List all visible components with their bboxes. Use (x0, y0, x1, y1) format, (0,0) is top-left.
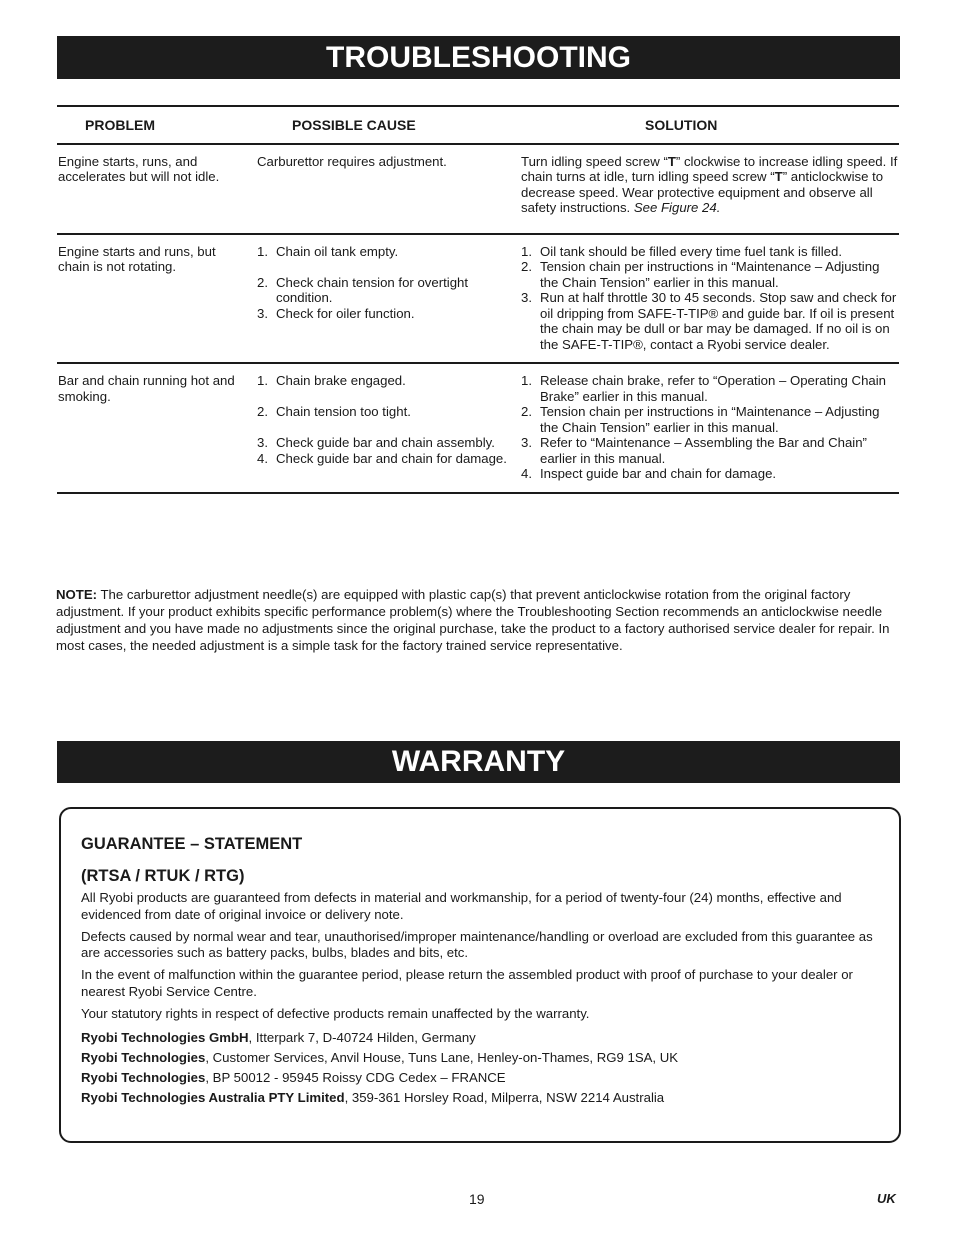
item-number: 2. (521, 259, 532, 274)
list-item (257, 404, 509, 420)
guarantee-paragraph: Your statutory rights in respect of defective products remain unaffected by the warranty. (81, 1005, 590, 1021)
troubleshooting-title: TROUBLESHOOTING (57, 36, 900, 79)
address-line (81, 1028, 879, 1048)
table-row (57, 234, 899, 364)
item-number: 3. (257, 435, 268, 450)
list-item (257, 373, 509, 389)
item-number: 3. (257, 305, 268, 321)
item-text: Tension chain per instructions in “Maintenance – Adjusting the Chain Tension” earlier in this manual. (540, 259, 880, 290)
address-line (81, 1048, 879, 1068)
item-text: Check for oiler function. (276, 305, 415, 321)
company-address: , BP 50012 - 95945 Roissy CDG Cedex – FRANCE (205, 1069, 506, 1085)
solution-text: ” anticlockwise to decrease speed. Wear protective equipment and observe all safety instructions. (521, 169, 884, 215)
item-text: Tension chain per instructions in “Maintenance – Adjusting the Chain Tension” earlier in this manual. (540, 404, 880, 435)
table-row (57, 363, 899, 493)
company-name: Ryobi Technologies GmbH (81, 1029, 249, 1045)
guarantee-heading-line: GUARANTEE – STATEMENT (81, 835, 303, 853)
list-item (257, 275, 509, 306)
problem-cell: Bar and chain running hot and smoking. (57, 363, 257, 493)
item-text: Chain tension too tight. (276, 404, 411, 419)
item-text: Refer to “Maintenance – Assembling the Bar and Chain” earlier in this manual. (540, 435, 867, 466)
item-text: Chain brake engaged. (276, 373, 406, 388)
item-text: Oil tank should be filled every time fuel tank is filled. (540, 243, 842, 259)
item-text: Check guide bar and chain assembly. (276, 435, 495, 450)
item-number: 4. (257, 450, 268, 466)
company-address: , Customer Services, Anvil House, Tuns Lane, Henley-on-Thames, RG9 1SA, UK (205, 1049, 679, 1065)
item-number: 3. (521, 290, 532, 305)
item-text: Check chain tension for overtight condition. (276, 274, 469, 305)
guarantee-paragraph: All Ryobi products are guaranteed from defects in material and workmanship, for a period of twenty-four (24) months, effective and evidenced from date of original invoice or delivery note. (81, 890, 842, 922)
address-list (81, 1028, 879, 1108)
header-cause: POSSIBLE CAUSE (257, 106, 521, 144)
list-item (521, 466, 899, 482)
item-number: 4. (521, 466, 532, 481)
company-name: Ryobi Technologies Australia PTY Limited (81, 1089, 345, 1105)
problem-cell: Engine starts and runs, but chain is not rotating. (57, 234, 257, 364)
list-item (521, 435, 899, 466)
troubleshooting-table (57, 105, 899, 494)
item-number: 1. (521, 373, 532, 388)
guarantee-statement-box (59, 807, 901, 1143)
solution-cell (521, 144, 899, 234)
cause-cell: Carburettor requires adjustment. (257, 144, 521, 234)
solution-text: ” clockwise to increase idling speed. If chain turns at idle, turn idling speed screw “ (521, 153, 898, 184)
solution-text: Turn idling speed screw “ (521, 153, 668, 169)
item-number: 3. (521, 435, 532, 450)
guarantee-heading-line: (RTSA / RTUK / RTG) (81, 867, 245, 885)
item-text: Check guide bar and chain for damage. (276, 450, 507, 466)
item-number: 1. (257, 373, 268, 388)
header-problem: PROBLEM (57, 106, 257, 144)
solution-cell (521, 234, 899, 364)
list-item (521, 404, 899, 435)
list-item (257, 435, 509, 451)
note-text: The carburettor adjustment needle(s) are equipped with plastic cap(s) that prevent anticlockwise rotation from the original factory adjustment. If your product exhibits specific performance problem(s) where the Troubleshooting Section recommends an anticlockwise needle adjustment and you have made no adjustments since the original purchase, take the product to a factory authorised service dealer for repair. In most cases, the needed adjustment is a simple task for the factory trained service representative. (56, 587, 890, 653)
table-row (57, 144, 899, 234)
company-address: , Itterpark 7, D-40724 Hilden, Germany (248, 1029, 476, 1045)
cause-cell (257, 363, 521, 493)
solution-list (521, 244, 899, 353)
list-item (521, 259, 899, 290)
figure-reference: See Figure 24. (633, 200, 721, 215)
screw-letter: T (667, 153, 676, 169)
cause-list (257, 373, 509, 466)
item-number: 1. (257, 243, 268, 259)
list-item (521, 244, 899, 260)
list-item (257, 451, 509, 467)
item-text: Release chain brake, refer to “Operation – Operating Chain Brake” earlier in this manual. (540, 373, 886, 404)
problem-cell: Engine starts, runs, and accelerates but will not idle. (57, 144, 257, 234)
list-item (521, 373, 899, 404)
item-text: Chain oil tank empty. (276, 243, 399, 259)
item-number: 1. (521, 243, 532, 259)
page-number: 19 (469, 1191, 485, 1207)
screw-letter: T (774, 169, 783, 184)
carburettor-note (56, 586, 896, 654)
item-number: 2. (257, 404, 268, 419)
company-name: Ryobi Technologies (81, 1049, 206, 1065)
guarantee-paragraph: In the event of malfunction within the guarantee period, please return the assembled product with proof of purchase to your dealer or nearest Ryobi Service Centre. (81, 967, 853, 999)
item-text: Inspect guide bar and chain for damage. (540, 466, 777, 481)
cause-list (257, 244, 509, 322)
company-address: , 359-361 Horsley Road, Milperra, NSW 2214 Australia (344, 1089, 665, 1105)
solution-list (521, 373, 899, 482)
guarantee-heading (81, 833, 879, 887)
item-text: Run at half throttle 30 to 45 seconds. Stop saw and check for oil dripping from SAFE-T-TIP® and guide bar. If oil is present the chain may be dull or bar may be damaged. If no oil is on the SAFE-T-TIP®, contact a Ryobi service dealer. (540, 290, 897, 352)
address-line (81, 1088, 879, 1108)
company-name: Ryobi Technologies (81, 1069, 206, 1085)
guarantee-paragraph: Defects caused by normal wear and tear, unauthorised/improper maintenance/handling or overload are excluded from this guarantee as are accessories such as battery packs, bulbs, blades and bits, etc. (81, 928, 873, 960)
item-number: 2. (257, 274, 268, 290)
warranty-title: WARRANTY (57, 741, 900, 783)
cause-cell (257, 234, 521, 364)
item-number: 2. (521, 404, 532, 419)
list-item (257, 306, 509, 322)
solution-cell (521, 363, 899, 493)
language-code: UK (877, 1191, 896, 1206)
address-line (81, 1068, 879, 1088)
list-item (521, 290, 899, 352)
note-label: NOTE: (56, 587, 98, 602)
table-header-row (57, 106, 899, 144)
header-solution: SOLUTION (521, 106, 899, 144)
list-item (257, 244, 509, 260)
